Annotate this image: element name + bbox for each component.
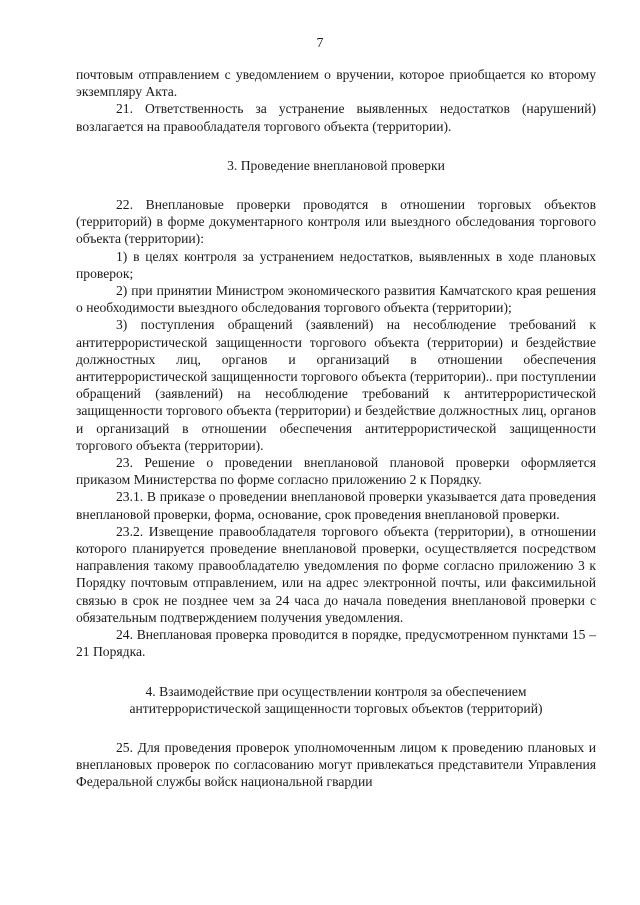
section-4-heading-line-2: антитеррористической защищенности торговых объектов (территорий) xyxy=(129,700,543,716)
section-4-heading-line-1: 4. Взаимодействие при осуществлении контроля за обеспечением xyxy=(145,683,527,699)
paragraph-continuation: почтовым отправлением с уведомлением о вручении, которое приобщается ко второму экземпляру Акта. xyxy=(76,67,596,100)
paragraph-25: 25. Для проведения проверок уполномоченным лицом к проведению плановых и внеплановых проверок по согласованию могут привлекаться представители Управления Федеральной службы войск национальной гвардии xyxy=(76,739,596,790)
paragraph-23: 23. Решение о проведении внеплановой плановой проверки оформляется приказом Министерства по форме согласно приложению 2 к Порядку. xyxy=(76,455,596,488)
section-3-heading: 3. Проведение внеплановой проверки xyxy=(227,157,445,173)
paragraph-22-item-2: 2) при принятии Министром экономического развития Камчатского края решения о необходимости выездного обследования торгового объекта (территории); xyxy=(76,283,596,316)
paragraph-22-item-1: 1) в целях контроля за устранением недостатков, выявленных в ходе плановых проверок; xyxy=(76,248,596,281)
paragraph-23-1: 23.1. В приказе о проведении внеплановой проверки указывается дата проведения внеплановой проверки, форма, основание, срок проведения внеплановой проверки. xyxy=(76,489,596,522)
paragraph-21: 21. Ответственность за устранение выявленных недостатков (нарушений) возлагается на правообладателя торгового объекта (территории). xyxy=(76,101,596,134)
page-number: 7 xyxy=(316,35,324,50)
paragraph-24: 24. Внеплановая проверка проводится в порядке, предусмотренном пунктами 15 – 21 Порядка. xyxy=(76,627,596,660)
paragraph-23-2: 23.2. Извещение правообладателя торгового объекта (территории), в отношении которого планируется проведение внеплановой проверки, осуществляется посредством направления такому правообладателю уведомления по форме согласно приложению 3 к Порядку почтовым отправлением, или на адрес электронной почты, или факсимильной связью в срок не позднее чем за 24 часа до начала поведения внеплановой проверки с обязательным подтверждением получения уведомления. xyxy=(76,523,596,625)
paragraph-22: 22. Внеплановые проверки проводятся в отношении торговых объектов (территорий) в форме документарного контроля или выездного обследования торгового объекта (территории): xyxy=(76,197,596,247)
document-body xyxy=(76,66,596,791)
paragraph-22-item-3: 3) поступления обращений (заявлений) на несоблюдение требований к антитеррористической защищенности торгового объекта (территории) и бездействие должностных лиц, органов и организаций в отношении обеспечения антитеррористической защищенности торгового объекта (территории).. при поступлении обращений (заявлений) на несоблюдение требований к антитеррористической защищенности торгового объекта (территории) и бездействие должностных лиц, органов и организаций в отношении обеспечения антитеррористической защищенности торгового объекта (территории). xyxy=(76,317,596,453)
